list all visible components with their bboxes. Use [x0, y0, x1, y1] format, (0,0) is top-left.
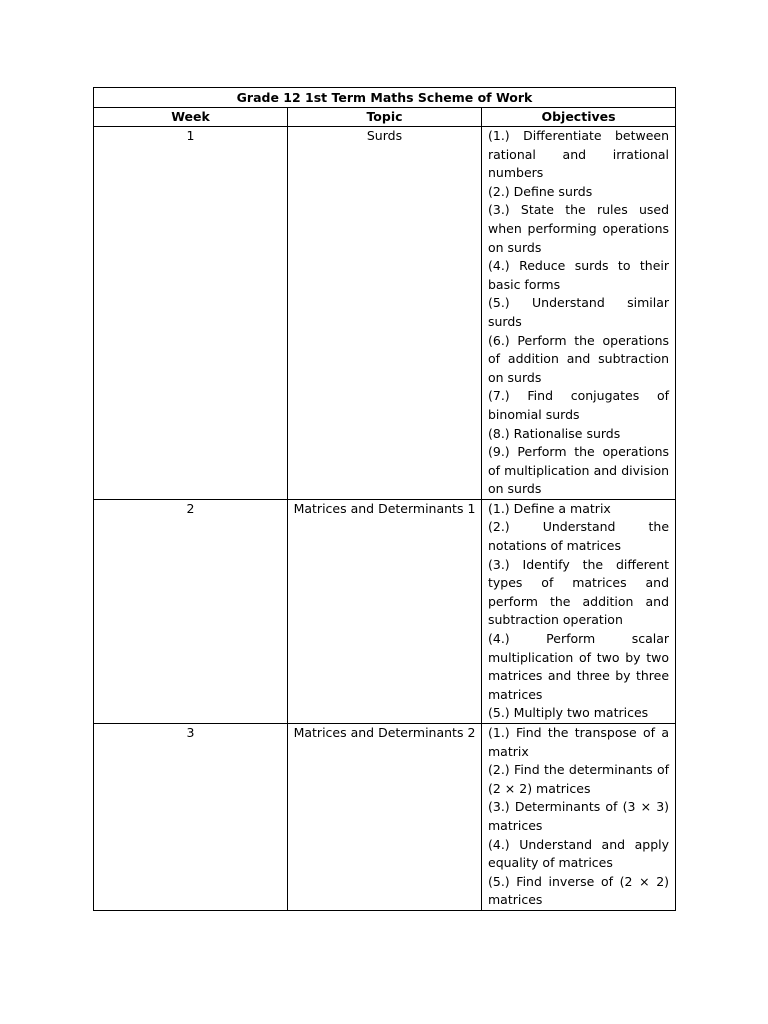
objective-item: (4.) Perform scalar multiplication of two by two matrices and three by three matrices: [488, 631, 670, 702]
objective-item: (2.) Define surds: [488, 183, 593, 199]
week-cell: 1: [94, 127, 288, 500]
objective-item: (4.) Reduce surds to their basic forms: [488, 258, 670, 292]
objective-item: (3.) State the rules used when performing operations on surds: [488, 202, 670, 255]
objective-item: (3.) Determinants of (3 × 3) matrices: [488, 799, 670, 833]
header-topic: Topic: [288, 108, 482, 127]
table-title: Grade 12 1st Term Maths Scheme of Work: [94, 88, 676, 108]
week-cell: 2: [94, 499, 288, 723]
header-row: [94, 108, 676, 127]
objective-item: (7.) Find conjugates of binomial surds: [488, 388, 670, 422]
objective-item: (3.) Identify the different types of matrices and perform the addition and subtraction operation: [488, 556, 670, 628]
objective-item: (1.) Differentiate between rational and irrational numbers: [488, 128, 670, 181]
week-cell: 3: [94, 724, 288, 911]
objectives-cell: [482, 724, 676, 911]
objective-item: (5.) Find inverse of (2 × 2) matrices: [488, 873, 670, 908]
objective-item: (9.) Perform the operations of multiplication and division on surds: [488, 444, 670, 497]
objectives-cell: [482, 127, 676, 500]
header-week: Week: [94, 108, 288, 127]
table-row-week-1: [94, 127, 676, 500]
objective-item: (5.) Understand similar surds: [488, 295, 670, 329]
objective-item: (5.) Multiply two matrices: [488, 705, 649, 721]
objective-item: (6.) Perform the operations of addition and subtraction on surds: [488, 332, 670, 385]
objective-item: (2.) Find the determinants of (2 × 2) matrices: [488, 762, 670, 796]
topic-cell: Matrices and Determinants 2: [288, 724, 482, 911]
objective-item: (1.) Find the transpose of a matrix: [488, 725, 670, 759]
objectives-cell: [482, 499, 676, 723]
objective-item: (2.) Understand the notations of matrices: [488, 519, 670, 554]
table-row-week-3: [94, 724, 676, 911]
objective-item: (4.) Understand and apply equality of matrices: [488, 836, 670, 871]
table-row-week-2: [94, 499, 676, 723]
topic-cell: Surds: [288, 127, 482, 500]
scheme-of-work-table: [93, 87, 676, 911]
objective-item: (1.) Define a matrix: [488, 500, 611, 516]
objective-item: (8.) Rationalise surds: [488, 425, 621, 441]
header-objectives: Objectives: [482, 108, 676, 127]
topic-cell: Matrices and Determinants 1: [288, 499, 482, 723]
title-row: [94, 88, 676, 108]
